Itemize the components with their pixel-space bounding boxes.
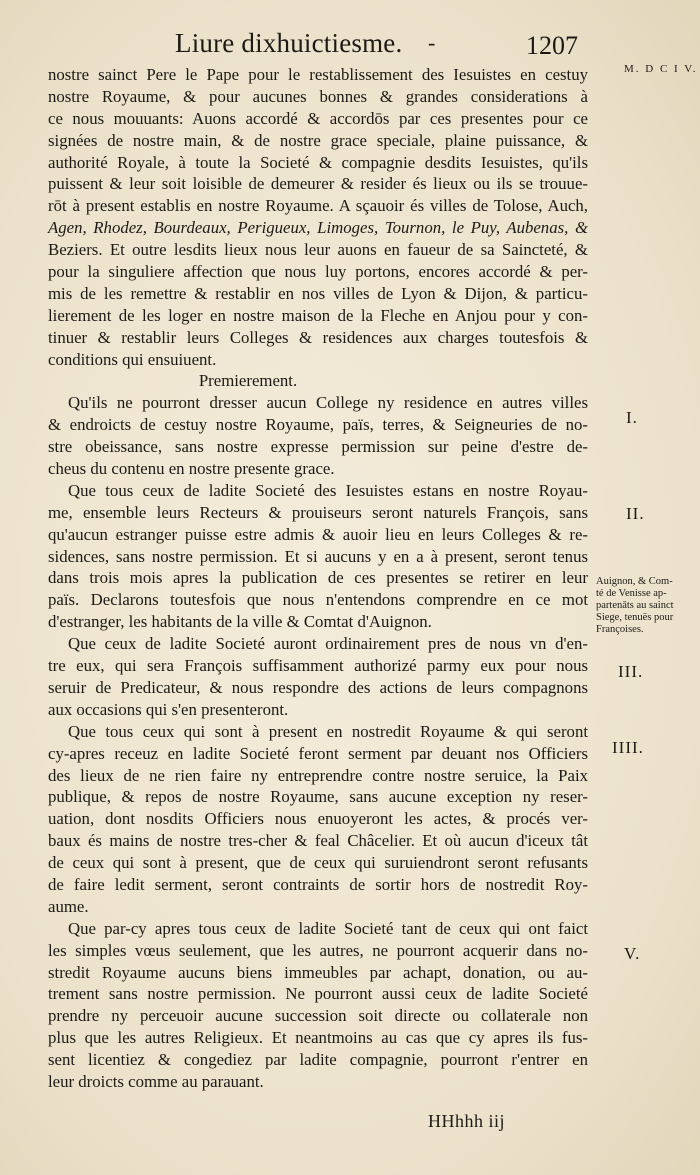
margin-note-line: Siege, tenuës pour — [596, 612, 674, 623]
text-line: signées de nostre main, & de nostre grace speciale, plaine puissance, & — [48, 130, 588, 150]
text-line: Agen, Rhodez, Bourdeaux, Perigueux, Limoges, Tournon, le Puy, Aubenas, & — [48, 218, 588, 238]
text-line: trement sans nostre permission. Ne pourront aussi ceux de ladite Societé — [48, 984, 588, 1004]
text-line: publique, & repos de nostre Royaume, sans aucune exception ny reser- — [48, 787, 588, 807]
text-line: uation, dont nosdits Officiers nous enuoyeront les actes, & procés ver- — [48, 809, 588, 829]
text-line: nostre Royaume, & pour aucunes bonnes & grandes considerations à — [48, 86, 588, 106]
text-line: dans trois mois apres la publication de ces presentes se retirer en leur — [48, 568, 588, 588]
margin-year: M. D C I V. — [624, 63, 698, 75]
text-line: ce nous mouuants: Auons accordé & accordōs par ces presentes pour ce — [48, 108, 588, 128]
article-number-2: II. — [626, 504, 645, 523]
text-line: cy-apres receuz en ladite Societé feront serment par deuant nos Officiers — [48, 743, 588, 763]
text-line: Que tous ceux qui sont à present en nostredit Royaume & qui seront — [68, 721, 588, 741]
text-line: & endroicts de cestuy nostre Royaume, païs, terres, & Seigneuries de no- — [48, 415, 588, 435]
margin-note-line: té de Venisse ap- — [596, 588, 667, 599]
text-line: Beziers. Et outre lesdits lieux nous leur auons en faueur de sa Saincteté, & — [48, 240, 588, 260]
margin-note-line: Auignon, & Com- — [596, 576, 673, 587]
article-number-4: IIII. — [612, 738, 644, 757]
margin-note — [596, 576, 674, 636]
text-line: les simples vœus seulement, que les autres, ne pourront acquerir dans no- — [48, 940, 588, 960]
text-line: leur droicts comme au parauant. — [48, 1071, 264, 1091]
text-line: stre obeissance, sans nostre expresse permission sur peine d'estre de- — [48, 437, 588, 457]
text-line: me, ensemble leurs Recteurs & prouiseurs seront naturels François, sans — [48, 502, 588, 522]
article-number-1: I. — [626, 408, 638, 427]
text-line: cheus du contenu en nostre presente grace. — [48, 459, 335, 479]
text-line: puissent & leur soit loisible de demeurer & resider és lieux ou ils se trouue- — [48, 174, 588, 194]
article-number-3: III. — [618, 662, 644, 681]
text-line: Que ceux de ladite Societé auront ordinairement pres de nous vn d'en- — [68, 634, 588, 654]
text-line: d'estranger, les habitants de la ville & Comtat d'Auignon. — [48, 612, 432, 632]
text-line: aux occasions qui s'en presenteront. — [48, 699, 289, 719]
text-line: sidences, sans nostre permission. Et si aucuns y en a à present, seront tenus — [48, 546, 588, 566]
text-line: sent licentiez & congediez par ladite compagnie, pourront r'entrer en — [48, 1050, 588, 1070]
article-number-5: V. — [624, 944, 641, 963]
text-line: qu'aucun estranger puisse estre admis & auoir lieu en leurs Colleges & re- — [48, 524, 588, 544]
text-line: stredit Royaume aucuns biens immeubles par achapt, donation, ou au- — [48, 962, 588, 982]
text-line: baux és mains de nostre tres-cher & feal Châcelier. Et où aucun d'iceux tât — [48, 831, 588, 851]
running-head-separator: - — [428, 30, 436, 55]
text-line: plus que les autres Religieux. Et neantmoins au cas que cy apres ils fus- — [48, 1028, 588, 1048]
text-line: tinuer & restablir leurs Colleges & residences aux charges toutesfois & — [48, 327, 588, 347]
text-line: Que tous ceux de ladite Societé des Iesuistes estans en nostre Royau- — [68, 480, 588, 500]
text-line: de ceux qui sont à present, que de ceux qui suruiendront seront refusants — [48, 853, 588, 873]
text-line: païs. Declarons toutesfois que nous n'entendons comprendre en ce mot — [48, 590, 588, 610]
text-line: nostre sainct Pere le Pape pour le restablissement des Iesuistes en cestuy — [48, 65, 588, 84]
margin-note-line: partenāts au sainct — [596, 600, 674, 611]
text-line: Qu'ils ne pourront dresser aucun College ny residence en autres villes — [68, 393, 588, 413]
page-number: 1207 — [526, 31, 578, 60]
text-line: seruir de Predicateur, & nous respondre des actions de leurs compagnons — [48, 677, 588, 697]
main-text-block — [48, 64, 588, 1093]
section-heading: Premierement. — [198, 371, 298, 391]
text-line: conditions qui ensuiuent. — [48, 349, 217, 369]
signature-mark: HHhhh iij — [428, 1111, 506, 1131]
margin-note-line: Françoises. — [596, 624, 644, 635]
text-line: lierement de les loger en nostre maison de la Fleche en Anjou pour y con- — [48, 305, 588, 325]
text-line: de faire ledit serment, seront contraints de sortir hors de nostredit Roy- — [48, 874, 588, 894]
text-line: tre eux, qui sera François suffisamment authorizé parmy eux pour nous — [48, 656, 588, 676]
text-line: pour la singuliere affection que nous luy portons, encores accordé & per- — [48, 262, 588, 282]
text-line: authorité Royale, à toute la Societé & compagnie desdits Iesuistes, qu'ils — [48, 152, 588, 172]
text-line: prendre ny perceuoir aucune succession soit directe ou collaterale non — [48, 1006, 588, 1026]
text-line: rōt à present establis en nostre Royaume. A sçauoir és villes de Tolose, Auch, — [48, 196, 588, 216]
text-line: Que par-cy apres tous ceux de ladite Societé tant de ceux qui ont faict — [68, 918, 588, 938]
text-line: mis de les remettre & restablir en nos villes de Lyon & Dijon, & particu- — [48, 283, 588, 303]
running-head-title: Liure dixhuictiesme. — [175, 28, 403, 58]
text-line: aume. — [48, 896, 89, 916]
text-line: des lieux de ne rien faire ny entreprendre contre nostre seruice, la Paix — [48, 765, 588, 785]
